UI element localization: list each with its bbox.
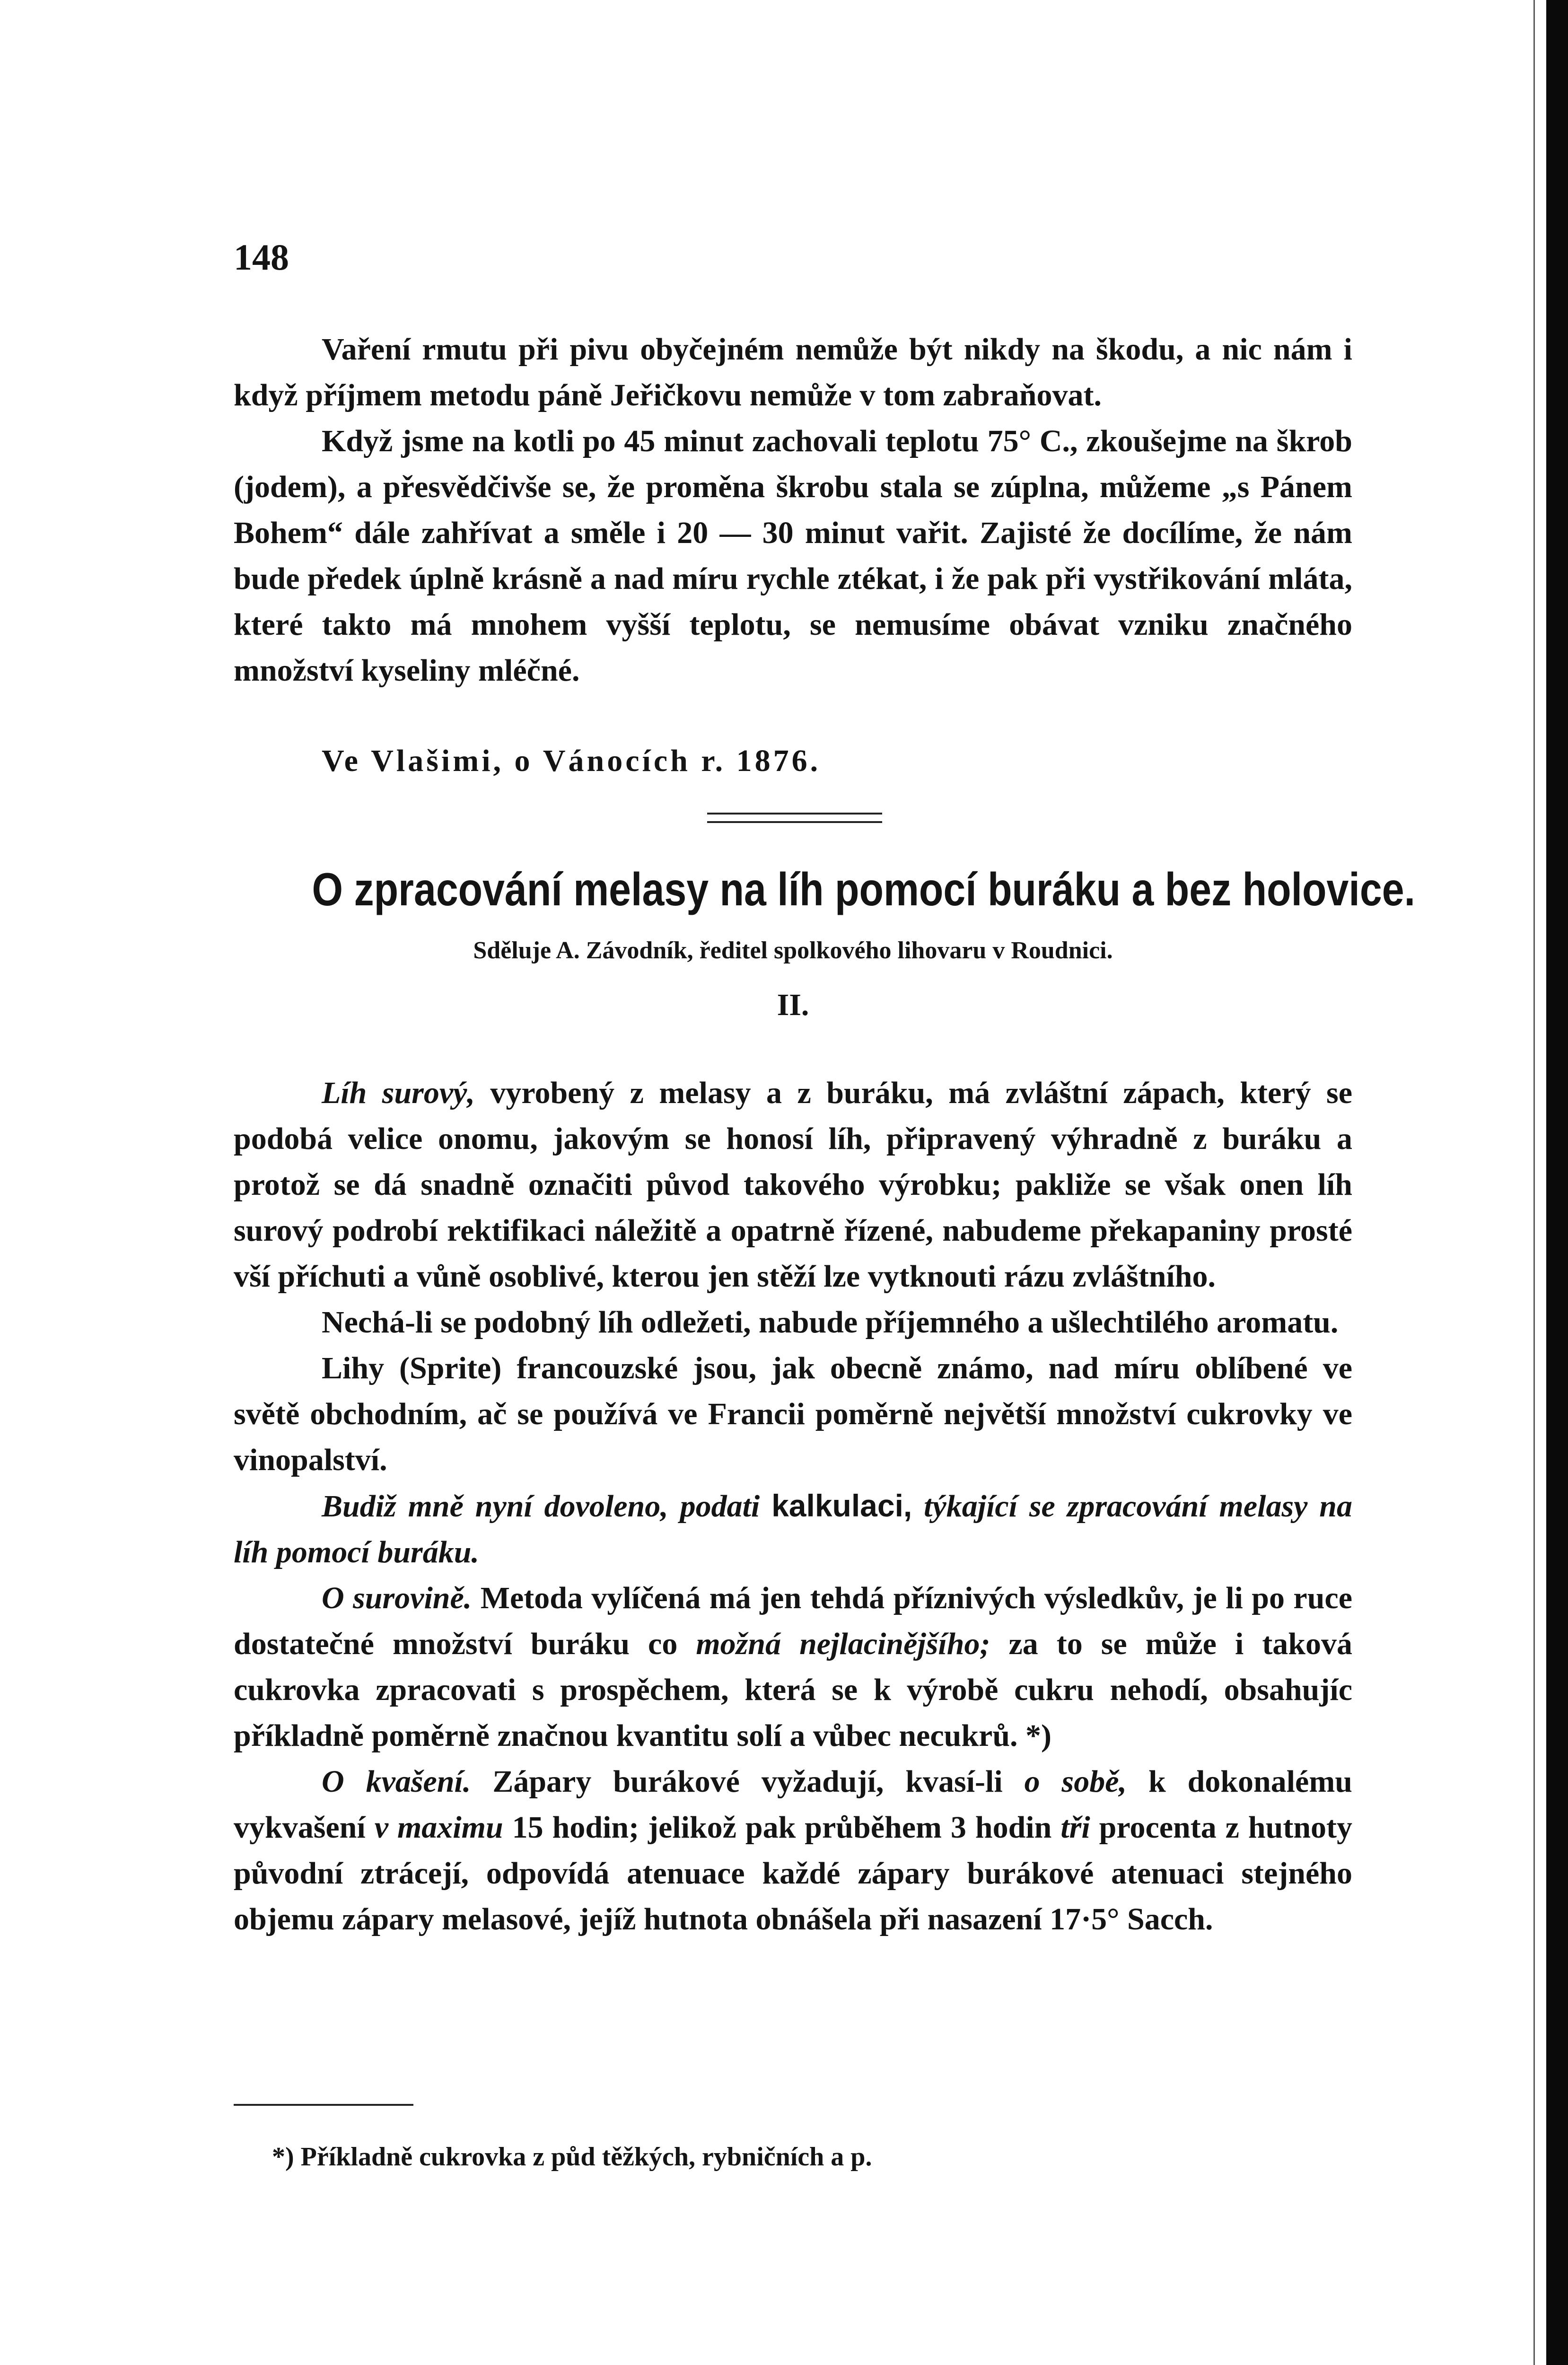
page-number: 148 bbox=[234, 236, 289, 278]
paragraph: Vaření rmutu při pivu obyčejném nemůže být nikdy na škodu, a nic nám i když příjmem metodu páně Jeřičkovu nemůže v tom zabraňovat. bbox=[234, 332, 1352, 412]
paragraph bbox=[234, 1759, 1352, 1942]
section-divider bbox=[707, 813, 882, 823]
paragraph-text: 15 hodin; jelikož pak průběhem 3 hodin bbox=[503, 1810, 1061, 1845]
article-byline: Sděluje A. Závodník, ředitel spolkového lihovaru v Roudnici. bbox=[473, 937, 1113, 964]
italic-text: tři bbox=[1060, 1810, 1090, 1845]
paragraph-text: procenta z hutnoty původní ztrácejí, odpovídá atenuace každé zápary burákové atenuaci stejného objemu zápary melasové, jejíž hutnota obnášela při nasazení 17·5° Sacch. bbox=[234, 1810, 1353, 1936]
paragraph-text: Zápary burákové vyžadují, kvasí-li bbox=[471, 1764, 1025, 1799]
dateline: Ve Vlašimi, o Vánocích r. 1876. bbox=[322, 744, 821, 778]
article-body bbox=[234, 1070, 1352, 1942]
footnote: *) Příkladně cukrovka z půd těžkých, rybničních a p. bbox=[272, 2142, 872, 2172]
italic-text: Budiž mně nyní dovoleno, podati bbox=[322, 1489, 772, 1524]
paragraph-text: k dokonalému vykvašení bbox=[234, 1764, 1353, 1845]
paragraph: Když jsme na kotli po 45 minut zachovali teplotu 75° C., zkoušejme na škrob (jodem), a přesvědčivše se, že proměna škrobu stala se zúplna, můžeme „s Pánem Bohem“ dále zahřívat a směle i 20 — 30 minut vařit. Zajisté že docílíme, že nám bude předek úplně krásně a nad míru rychle ztékat, i že pak při vystřikování mláta, které takto má mnohem vyšší teplotu, se nemusíme obávat vzniku značného množství kyseliny mléčné. bbox=[234, 424, 1352, 688]
page-edge-line bbox=[1533, 0, 1535, 2365]
footnote-rule bbox=[234, 2104, 413, 2106]
page-edge-shadow bbox=[1546, 0, 1568, 2365]
paragraph-lead: Líh surový, bbox=[322, 1076, 475, 1110]
italic-text: v maximu bbox=[374, 1810, 503, 1845]
section-number: II. bbox=[777, 988, 809, 1022]
paragraph: Nechá-li se podobný líh odležeti, nabude příjemného a ušlechtilého aromatu. bbox=[322, 1305, 1339, 1340]
article-title: O zpracování melasy na líh pomocí buráku a bez holovice. bbox=[312, 863, 1415, 915]
paragraph-text: vyrobený z melasy a z buráku, má zvláštní zápach, který se podobá velice onomu, jakovým se honosí líh, připravený výhradně z buráku a protož se dá snadně označiti původ takového výrobku; pakliže se však onen líh surový podrobí rektifikaci náležitě a opatrně řízené, nabudeme překapaniny prosté vší příchuti a vůně osoblivé, kterou jen stěží lze vytknouti rázu zvláštního. bbox=[234, 1076, 1352, 1294]
paragraph-text: za to se může i taková cukrovka zpracovati s prospěchem, která se k výrobě cukru nehodí, obsahujíc příkladně poměrně značnou kvantitu solí a vůbec necukrů. *) bbox=[234, 1627, 1353, 1753]
previous-article-ending bbox=[234, 326, 1352, 693]
paragraph-lead: O kvašení. bbox=[322, 1764, 471, 1799]
paragraph bbox=[234, 1070, 1352, 1299]
paragraph-text: Metoda vylíčená má jen tehdá příznivých výsledkův, je li po ruce dostatečné množství buráku co bbox=[234, 1581, 1352, 1661]
paragraph bbox=[234, 1483, 1352, 1575]
emphasis-text: kalkulaci, bbox=[771, 1488, 912, 1523]
paragraph: Lihy (Sprite) francouzské jsou, jak obecně známo, nad míru oblíbené ve světě obchodním, ač se používá ve Francii poměrně největší množství cukrovky ve vinopalství. bbox=[234, 1351, 1352, 1477]
italic-text: týkající se zpracování melasy na líh pomocí buráku. bbox=[234, 1489, 1352, 1569]
italic-text: o sobě, bbox=[1024, 1764, 1127, 1799]
paragraph bbox=[234, 1575, 1352, 1759]
paragraph-lead: O surovině. bbox=[322, 1581, 472, 1615]
italic-text: možná nejlacinějšího; bbox=[696, 1627, 990, 1661]
